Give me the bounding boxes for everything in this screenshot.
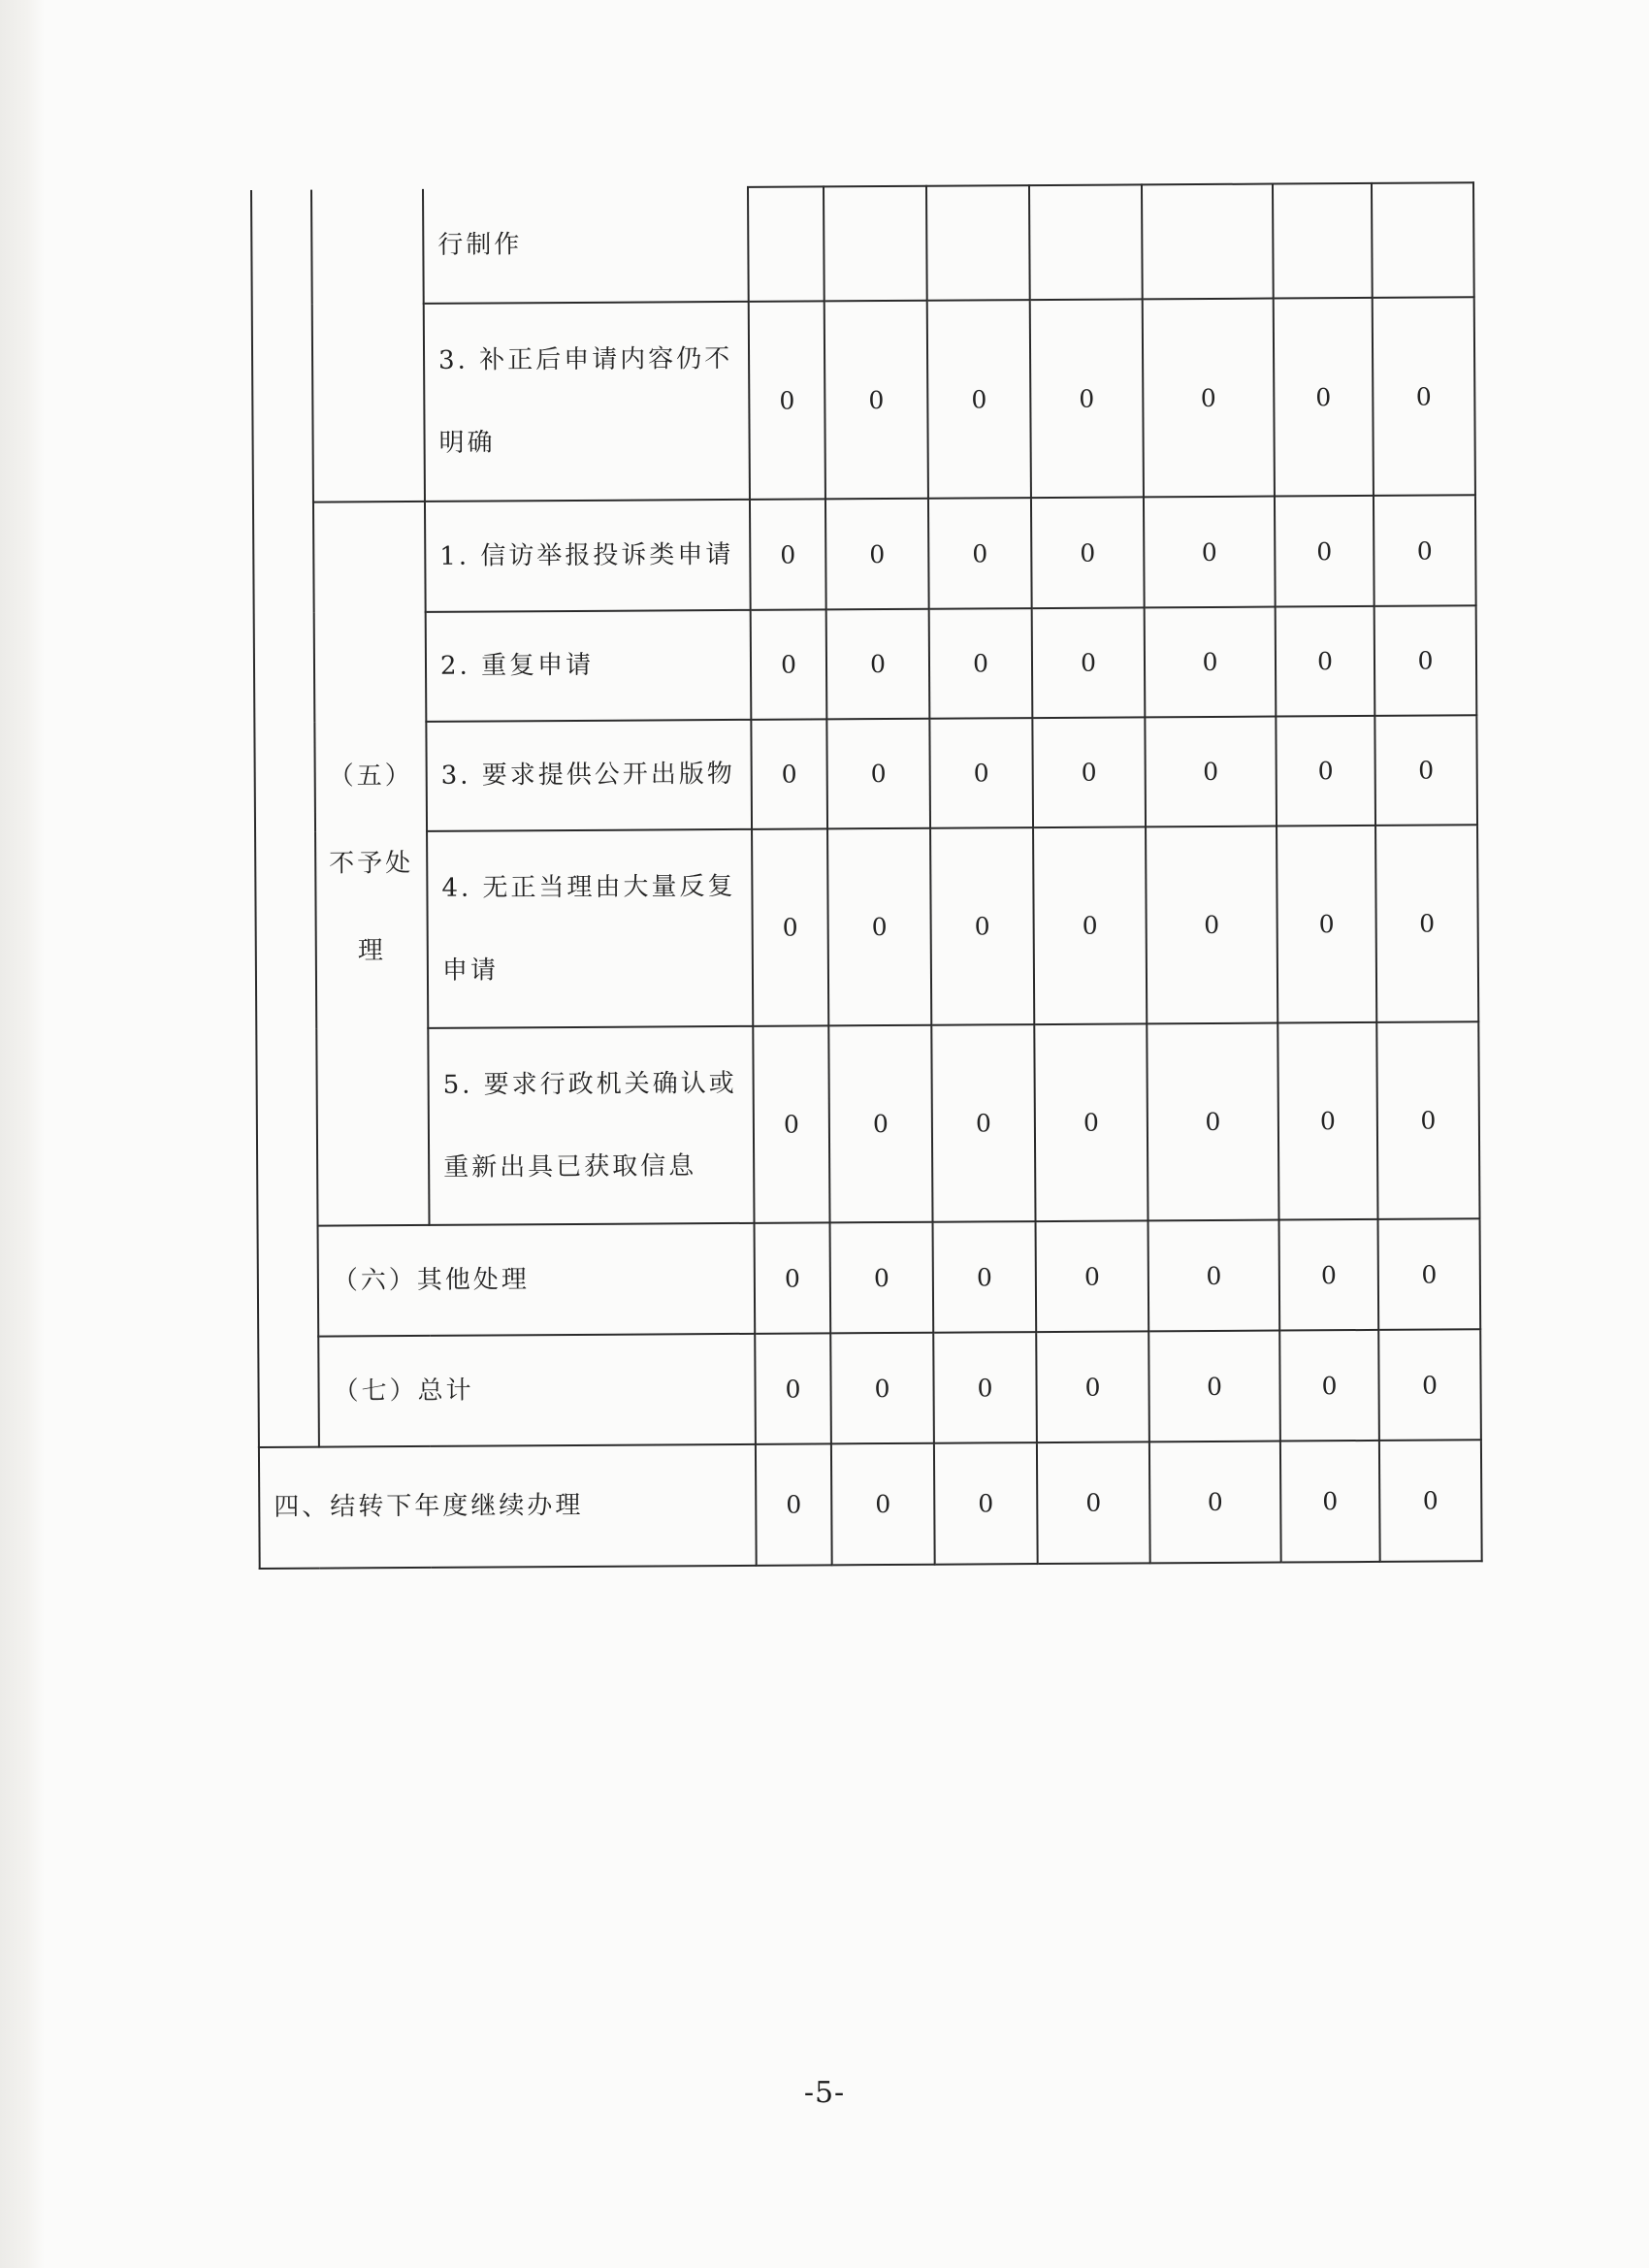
value-cell: 0 (1147, 1023, 1278, 1221)
row-label: 1. 信访举报投诉类申请 (425, 500, 751, 612)
table-row (255, 825, 1478, 1029)
value-cell: 0 (1379, 1440, 1482, 1562)
table-row (259, 1440, 1482, 1569)
value-cell: 0 (1376, 1021, 1479, 1219)
value-cell (1372, 182, 1474, 298)
value-cell: 0 (828, 1025, 932, 1223)
value-cell: 0 (1277, 1022, 1377, 1220)
value-cell: 0 (929, 608, 1033, 719)
value-cell: 0 (933, 1221, 1037, 1333)
value-cell: 0 (933, 1332, 1037, 1443)
value-cell: 0 (1275, 496, 1374, 607)
value-cell: 0 (931, 1024, 1035, 1222)
value-cell: 0 (1148, 1331, 1280, 1442)
value-cell: 0 (750, 499, 826, 609)
value-cell: 0 (928, 498, 1032, 609)
value-cell: 0 (751, 719, 827, 828)
value-cell (1273, 183, 1373, 299)
value-cell (926, 185, 1030, 301)
value-cell: 0 (1279, 1219, 1379, 1331)
value-cell: 0 (1274, 298, 1374, 497)
value-cell: 0 (1032, 607, 1146, 718)
row-label: 四、结转下年度继续办理 (259, 1444, 757, 1569)
value-cell: 0 (756, 1443, 832, 1565)
value-cell: 0 (1374, 715, 1477, 826)
group-label-not-processed: （五） 不予处 理 (313, 502, 430, 1226)
table-row (254, 605, 1477, 723)
statistics-table-wrapper (250, 181, 1483, 1570)
value-cell: 0 (824, 301, 928, 500)
row-label: 行制作 (423, 187, 749, 304)
table-row (258, 1218, 1481, 1337)
value-cell: 0 (749, 301, 825, 499)
value-cell: 0 (1037, 1442, 1150, 1564)
value-cell: 0 (1375, 825, 1478, 1022)
value-cell: 0 (1145, 717, 1277, 827)
value-cell: 0 (1036, 1220, 1149, 1332)
value-cell (824, 186, 927, 302)
value-cell: 0 (1378, 1218, 1481, 1330)
value-cell: 0 (1033, 826, 1147, 1024)
value-cell: 0 (1276, 606, 1375, 717)
value-cell (748, 186, 824, 301)
value-cell: 0 (831, 1443, 935, 1566)
row-label: 2. 重复申请 (426, 610, 752, 722)
table-row (251, 182, 1474, 305)
value-cell: 0 (1146, 826, 1277, 1024)
value-cell: 0 (826, 609, 930, 720)
value-cell: 0 (1374, 605, 1477, 716)
row-label: （六）其他处理 (318, 1223, 756, 1337)
row-label: 4. 无正当理由大量反复 申请 (427, 829, 753, 1028)
value-cell: 0 (1144, 497, 1276, 608)
value-cell: 0 (826, 719, 930, 829)
value-cell: 0 (1032, 717, 1146, 827)
table-row (258, 1329, 1481, 1447)
value-cell: 0 (1280, 1441, 1380, 1563)
subgroup-cell (311, 189, 425, 502)
value-cell: 0 (930, 827, 1034, 1025)
row-label: 3. 要求提供公开出版物 (426, 720, 752, 831)
value-cell: 0 (1374, 495, 1476, 606)
value-cell: 0 (1034, 1023, 1148, 1221)
value-cell: 0 (927, 300, 1031, 499)
value-cell: 0 (1279, 1330, 1379, 1442)
scan-edge-shadow (0, 0, 45, 2268)
row-label: （七）总计 (318, 1334, 756, 1447)
statistics-table (250, 181, 1483, 1570)
value-cell: 0 (751, 609, 827, 719)
value-cell: 0 (1149, 1442, 1281, 1564)
value-cell: 0 (1373, 297, 1475, 496)
value-cell: 0 (1145, 607, 1277, 718)
outer-group-cell (251, 190, 319, 1447)
value-cell: 0 (1143, 299, 1275, 498)
value-cell: 0 (827, 828, 931, 1026)
value-cell: 0 (1277, 826, 1376, 1023)
value-cell: 0 (1148, 1220, 1280, 1332)
value-cell: 0 (1378, 1329, 1481, 1441)
value-cell: 0 (1030, 299, 1144, 498)
value-cell: 0 (755, 1222, 831, 1333)
value-cell: 0 (1031, 497, 1145, 608)
row-label: 3. 补正后申请内容仍不 明确 (424, 302, 750, 502)
value-cell: 0 (1036, 1331, 1149, 1442)
value-cell: 0 (929, 718, 1033, 828)
page-number: -5- (803, 2076, 846, 2110)
value-cell: 0 (1276, 716, 1375, 826)
table-row (256, 1021, 1479, 1226)
table-row (254, 715, 1477, 832)
table-row (253, 495, 1476, 613)
value-cell: 0 (753, 1025, 829, 1222)
value-cell: 0 (830, 1222, 934, 1334)
row-label: 5. 要求行政机关确认或 重新出具已获取信息 (428, 1026, 754, 1225)
value-cell: 0 (825, 499, 929, 610)
value-cell: 0 (755, 1333, 831, 1443)
table-row (252, 297, 1475, 502)
value-cell: 0 (830, 1333, 934, 1444)
value-cell: 0 (934, 1442, 1038, 1565)
value-cell: 0 (752, 828, 828, 1025)
value-cell (1142, 184, 1274, 300)
value-cell (1029, 184, 1143, 300)
